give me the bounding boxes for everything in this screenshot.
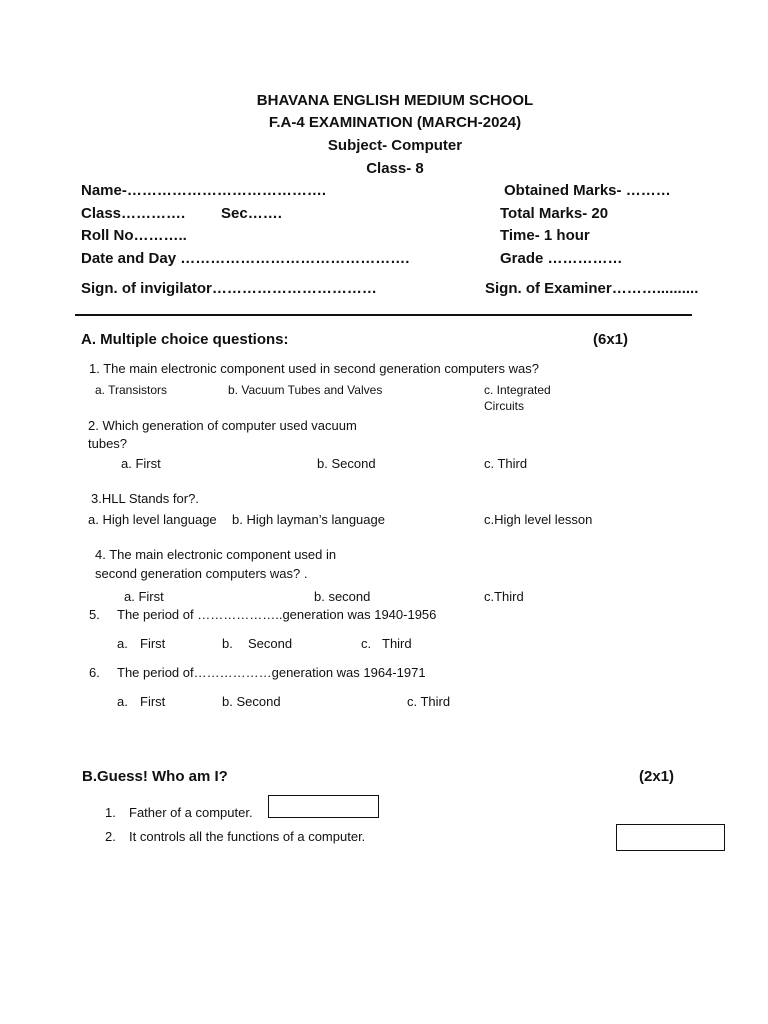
question-4: 4. The main electronic component used in xyxy=(95,547,337,562)
q1-option-c: c. Integrated xyxy=(484,383,551,397)
question-5: The period of ………………..generation was 1940-1956 xyxy=(117,607,437,622)
q5-option-b-letter: b. xyxy=(222,636,233,651)
question-6-number: 6. xyxy=(89,665,100,680)
q1-option-a: a. Transistors xyxy=(95,383,168,397)
q3-option-b: b. High layman’s language xyxy=(232,512,385,527)
q2-option-b: b. Second xyxy=(317,456,376,471)
answer-box-1[interactable] xyxy=(268,795,379,818)
section-b-marks: (2x1) xyxy=(639,768,675,785)
date-day-field: Date and Day ………………………………………. xyxy=(81,250,410,267)
q6-option-c: c. Third xyxy=(407,694,451,709)
time-field: Time- 1 hour xyxy=(500,227,590,244)
q4-option-a: a. First xyxy=(124,589,164,604)
header-divider xyxy=(75,314,692,316)
question-3: 3.HLL Stands for?. xyxy=(91,491,199,506)
sec-field: Sec……. xyxy=(221,205,282,222)
q2-option-a: a. First xyxy=(121,456,161,471)
q5-option-a-letter: a. xyxy=(117,636,128,651)
question-4-cont: second generation computers was? . xyxy=(95,566,308,581)
obtained-marks-field: Obtained Marks- ……… xyxy=(504,182,671,199)
q2-option-c: c. Third xyxy=(484,456,528,471)
q1-option-b: b. Vacuum Tubes and Valves xyxy=(228,383,383,397)
q3-option-c: c.High level lesson xyxy=(484,512,593,527)
section-b-q1: Father of a computer. xyxy=(129,805,253,820)
q6-option-a-letter: a. xyxy=(117,694,128,709)
school-name: BHAVANA ENGLISH MEDIUM SCHOOL xyxy=(256,92,534,109)
q3-option-a: a. High level language xyxy=(88,512,217,527)
q5-option-a: First xyxy=(140,636,166,651)
q5-option-b: Second xyxy=(248,636,293,651)
question-6: The period of………………generation was 1964-1971 xyxy=(117,665,426,680)
q6-option-a: First xyxy=(140,694,166,709)
q5-option-c: Third xyxy=(382,636,412,651)
exam-title: F.A-4 EXAMINATION (MARCH-2024) xyxy=(268,114,522,131)
invigilator-signature: Sign. of invigilator…………………………… xyxy=(81,280,377,297)
examiner-signature: Sign. of Examiner……….......... xyxy=(485,280,699,297)
total-marks: Total Marks- 20 xyxy=(500,205,609,222)
name-field: Name-…………………………………. xyxy=(81,182,327,199)
roll-no-field: Roll No……….. xyxy=(81,227,187,244)
q5-option-c-letter: c. xyxy=(361,636,372,651)
section-b-q1-number: 1. xyxy=(105,805,116,820)
q4-option-b: b. second xyxy=(314,589,371,604)
class-line: Class- 8 xyxy=(366,160,424,177)
q6-option-b: b. Second xyxy=(222,694,281,709)
question-2-cont: tubes? xyxy=(88,436,128,451)
section-b-title: B.Guess! Who am I? xyxy=(82,768,228,785)
answer-box-2[interactable] xyxy=(616,824,725,851)
q1-option-c-cont: Circuits xyxy=(484,399,525,413)
question-5-number: 5. xyxy=(89,607,100,622)
grade-field: Grade …………… xyxy=(500,250,623,267)
section-b-q2: It controls all the functions of a computer. xyxy=(129,829,366,844)
question-1: 1. The main electronic component used in second generation computers was? xyxy=(89,361,539,376)
subject-line: Subject- Computer xyxy=(327,137,463,154)
q4-option-c: c.Third xyxy=(484,589,524,604)
class-field: Class…………. xyxy=(81,205,186,222)
section-b-q2-number: 2. xyxy=(105,829,116,844)
question-2: 2. Which generation of computer used vacuum xyxy=(88,418,357,433)
section-a-title: A. Multiple choice questions: xyxy=(81,331,289,348)
section-a-marks: (6x1) xyxy=(593,331,629,348)
